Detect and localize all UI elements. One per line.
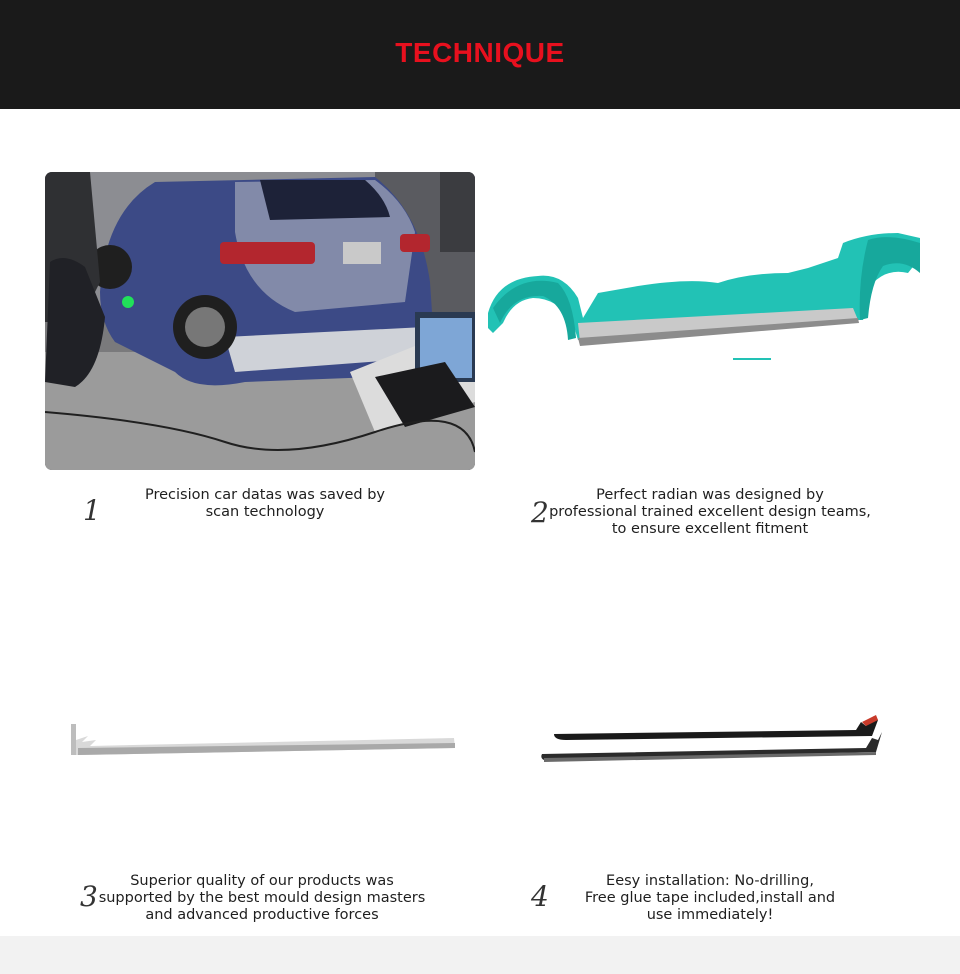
page-header <box>0 0 960 109</box>
step-caption: Eesy installation: No-drilling, Free glue tape included,install and use immediately! <box>584 873 836 923</box>
cad-scan-image <box>488 228 924 368</box>
footer-band <box>0 936 960 974</box>
step-number: 1 <box>83 494 101 527</box>
scan-photo <box>45 172 475 470</box>
step-caption: Superior quality of our products was supported by the best mould design masters and advanced productive forces <box>98 873 426 923</box>
step-caption: Precision car datas was saved by scan technology <box>144 487 385 520</box>
step-number: 4 <box>531 880 549 913</box>
step-number: 3 <box>80 880 98 913</box>
page-title: TECHNIQUE <box>395 37 565 68</box>
white-side-skirt-image <box>68 718 460 766</box>
step-caption: Perfect radian was designed by professional trained excellent design teams, to ensure excellent fitment <box>549 487 871 537</box>
black-side-skirts-image <box>536 712 888 768</box>
step-number: 2 <box>531 496 549 529</box>
